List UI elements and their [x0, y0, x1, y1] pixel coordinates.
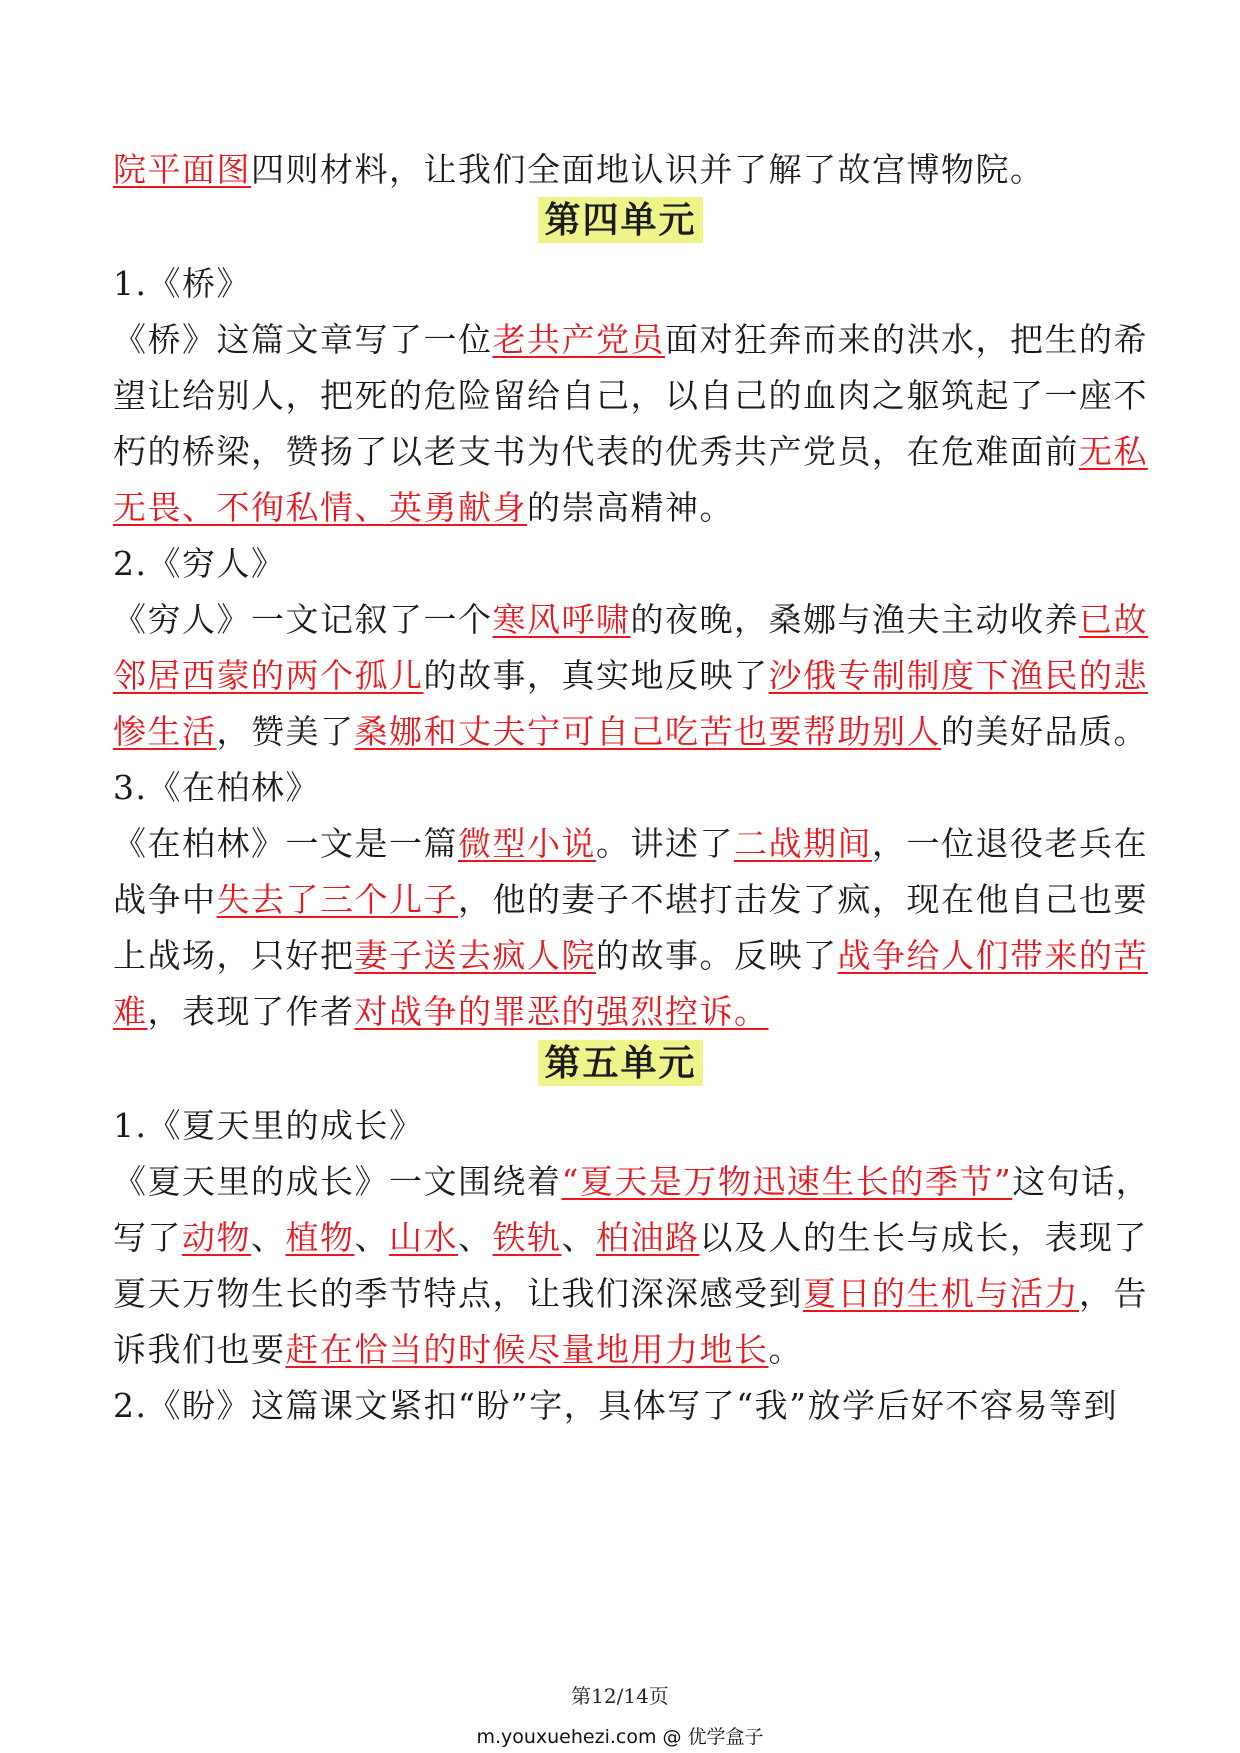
- answer-text: 妻子送去疯人院: [354, 936, 596, 975]
- body-text: 战争中: [113, 880, 217, 919]
- text-line: [113, 822, 1148, 866]
- heading-text: 第五单元: [538, 1040, 702, 1086]
- body-text: 、: [354, 1218, 389, 1257]
- answer-text: 山水: [389, 1218, 458, 1257]
- lesson-title: 1.《夏天里的成长》: [113, 1106, 424, 1145]
- body-text: 面对狂奔而来的洪水，把生的希: [665, 320, 1148, 359]
- text-line: [113, 598, 1148, 642]
- answer-text: 桑娜和丈夫宁可自己吃苦也要帮助别人: [354, 712, 941, 751]
- text-line: [113, 878, 1148, 922]
- answer-text: 院平面图: [113, 150, 251, 189]
- answer-text: 战争给人们带来的苦: [837, 936, 1148, 975]
- body-text: 。: [768, 1330, 803, 1369]
- body-text: ，他的妻子不堪打击发了疯，现在他自己也要: [458, 880, 1148, 919]
- answer-text: 赶在恰当的时候尽量地用力地长: [285, 1330, 769, 1369]
- lesson-title: 1.《桥》: [113, 264, 251, 303]
- body-text: 以及人的生长与成长，表现了: [699, 1218, 1148, 1257]
- page-number: 第12/14页: [571, 1684, 669, 1708]
- answer-text: 老共产党员: [492, 320, 665, 359]
- answer-text: 动物: [182, 1218, 251, 1257]
- body-text: 诉我们也要: [113, 1330, 286, 1369]
- body-text: ，告: [1079, 1274, 1148, 1313]
- heading-text: 第四单元: [538, 197, 702, 243]
- section-heading-unit4: [113, 195, 1128, 245]
- body-text: 的美好品质。: [941, 712, 1148, 751]
- text-line: [113, 430, 1148, 474]
- answer-text: 邻居西蒙的两个孤儿: [113, 656, 424, 695]
- body-text: 、: [458, 1218, 493, 1257]
- answer-text: 微型小说: [458, 824, 596, 863]
- answer-text: “夏天是万物迅速生长的季节”: [561, 1162, 1013, 1201]
- answer-text: 无私: [1079, 432, 1148, 471]
- lesson-title: 2.《穷人》: [113, 544, 286, 583]
- answer-text: 无畏、不徇私情、英勇献身: [113, 488, 527, 527]
- text-line: 望让给别人，把死的危险留给自己，以自己的血肉之躯筑起了一座不: [113, 376, 1148, 415]
- text-line: [113, 654, 1148, 698]
- text-line: [113, 1160, 1150, 1204]
- body-text: 。讲述了: [596, 824, 734, 863]
- body-text: 《桥》这篇文章写了一位: [113, 320, 493, 359]
- text-line: [113, 486, 734, 530]
- body-text: 的崇高精神。: [527, 488, 734, 527]
- answer-text: 对战争的罪恶的强烈控诉。: [354, 992, 769, 1031]
- answer-text: 难: [113, 992, 148, 1031]
- text-line: [113, 1328, 803, 1372]
- body-text: ，一位退役老兵在: [872, 824, 1148, 863]
- answer-text: 柏油路: [596, 1218, 700, 1257]
- text-line: [113, 990, 769, 1034]
- answer-text: 铁轨: [492, 1218, 562, 1257]
- answer-text: 惨生活: [113, 712, 217, 751]
- body-text: ，赞美了: [216, 712, 355, 751]
- body-text: 《夏天里的成长》一文围绕着: [113, 1162, 562, 1201]
- body-text: ，表现了作者: [147, 992, 355, 1031]
- body-text: 的故事，真实地反映了: [423, 656, 769, 695]
- site-watermark: m.youxuehezi.com @ 优学盒子: [476, 1726, 764, 1748]
- lesson-title: 3.《在柏林》: [113, 768, 320, 807]
- answer-text: 失去了三个儿子: [216, 880, 458, 919]
- body-text: 这句话，: [1012, 1162, 1151, 1201]
- text-line: 2.《盼》这篇课文紧扣“盼”字，具体写了“我”放学后好不容易等到: [113, 1386, 1118, 1425]
- body-text: 朽的桥梁，赞扬了以老支书为代表的优秀共产党员，在危难面前: [113, 432, 1079, 471]
- text-line: [113, 710, 1148, 754]
- answer-text: 夏日的生机与活力: [803, 1274, 1079, 1313]
- text-line: [113, 1272, 1148, 1316]
- section-heading-unit5: [113, 1038, 1128, 1088]
- text-line: [113, 1216, 1148, 1260]
- body-text: 四则材料，让我们全面地认识并了解了故宫博物院。: [251, 150, 1045, 189]
- answer-text: 沙俄专制制度下渔民的悲: [768, 656, 1148, 695]
- body-text: 的故事。反映了: [596, 936, 838, 975]
- answer-text: 已故: [1079, 600, 1148, 639]
- body-text: 上战场，只好把: [113, 936, 355, 975]
- text-line: [113, 318, 1148, 362]
- body-text: 、: [251, 1218, 286, 1257]
- answer-text: 植物: [285, 1218, 355, 1257]
- answer-text: 寒风呼啸: [492, 600, 631, 639]
- body-text: 写了: [113, 1218, 182, 1257]
- body-text: 、: [561, 1218, 596, 1257]
- text-line: [113, 148, 1045, 192]
- body-text: 《在柏林》一文是一篇: [113, 824, 458, 863]
- body-text: 夏天万物生长的季节特点，让我们深深感受到: [113, 1274, 803, 1313]
- body-text: 《穷人》一文记叙了一个: [113, 600, 493, 639]
- text-line: [113, 934, 1148, 978]
- body-text: 的夜晚，桑娜与渔夫主动收养: [630, 600, 1079, 639]
- answer-text: 二战期间: [734, 824, 872, 863]
